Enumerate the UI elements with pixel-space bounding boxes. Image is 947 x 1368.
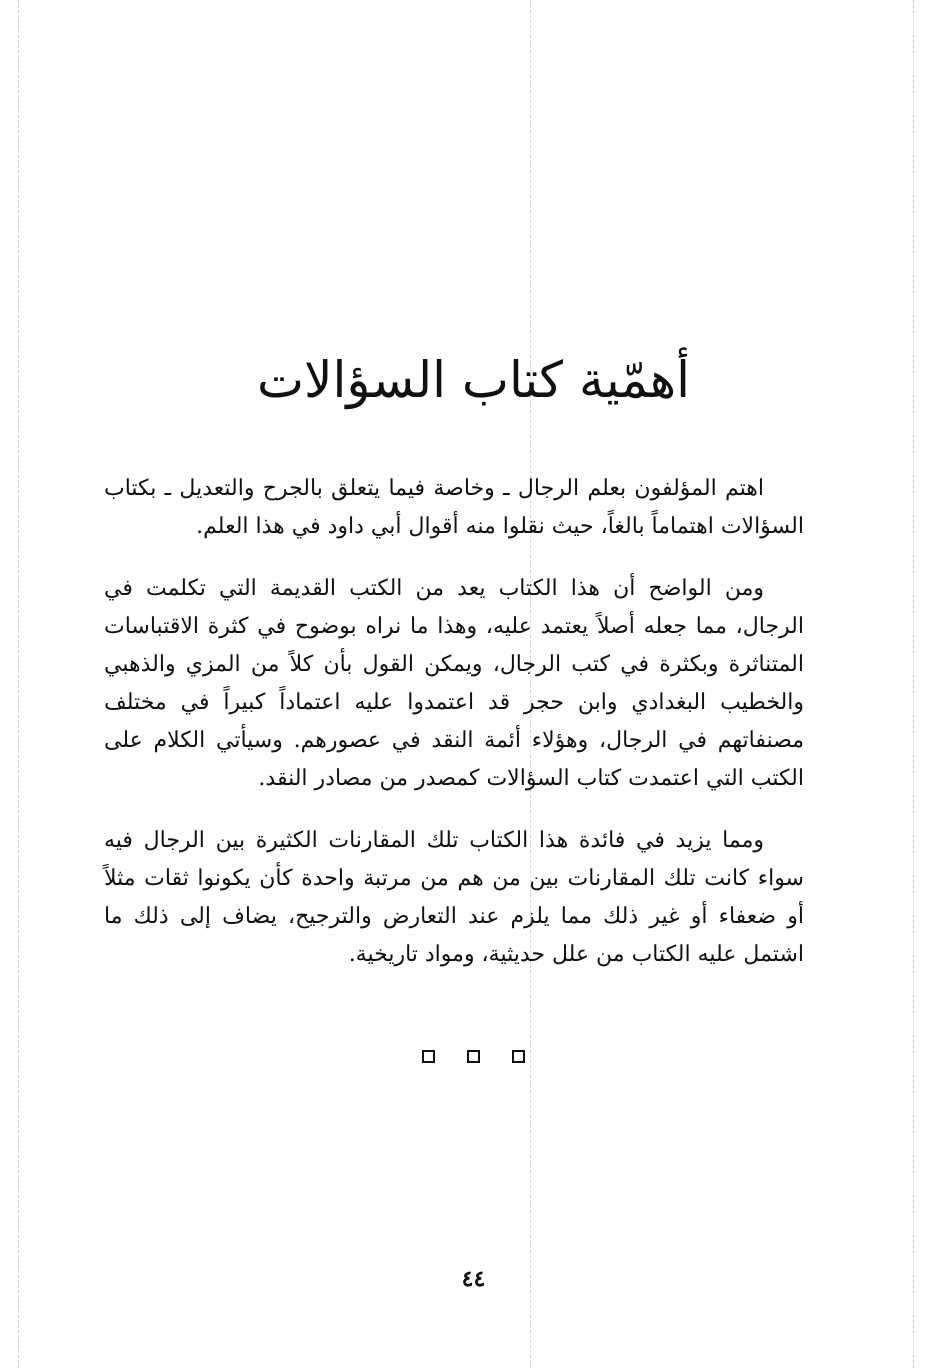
square-ornament-icon — [422, 1050, 435, 1063]
chapter-title: أهمّية كتاب السؤالات — [256, 351, 691, 409]
paragraph: اهتم المؤلفون بعلم الرجال ـ وخاصة فيما يتعلق بالجرح والتعديل ـ بكتاب السؤالات اهتماماً بالغاً، حيث نقلوا منه أقوال أبي داود في هذا العلم. — [104, 476, 804, 539]
body-text — [104, 470, 804, 998]
square-ornament-icon — [467, 1050, 480, 1063]
scan-guide-line — [18, 0, 19, 1368]
page-number: ٤٤ — [461, 1266, 486, 1292]
scan-guide-line — [913, 0, 914, 1368]
square-ornament-icon — [512, 1050, 525, 1063]
section-separator — [0, 1050, 947, 1063]
paragraph: ومما يزيد في فائدة هذا الكتاب تلك المقارنات الكثيرة بين الرجال فيه سواء كانت تلك المقارنات بين من هم من مرتبة واحدة كأن يكونوا ثقات مثلاً أو ضعفاء أو غير ذلك مما يلزم عند التعارض والترجيح، يضاف إلى ذلك ما اشتمل عليه الكتاب من علل حديثية، ومواد تاريخية. — [104, 828, 804, 967]
paragraph: ومن الواضح أن هذا الكتاب يعد من الكتب القديمة التي تكلمت في الرجال، مما جعله أصلاً يعتمد عليه، وهذا ما نراه بوضوح في كثرة الاقتباسات المتناثرة وبكثرة في كتب الرجال، ويمكن القول بأن كلاً من المزي والذهبي والخطيب البغدادي وابن حجر قد اعتمدوا عليه اعتماداً كبيراً في مختلف مصنفاتهم في الرجال، وهؤلاء أئمة النقد في عصورهم. وسيأتي الكلام على الكتب التي اعتمدت كتاب السؤالات كمصدر من مصادر النقد. — [104, 576, 804, 791]
